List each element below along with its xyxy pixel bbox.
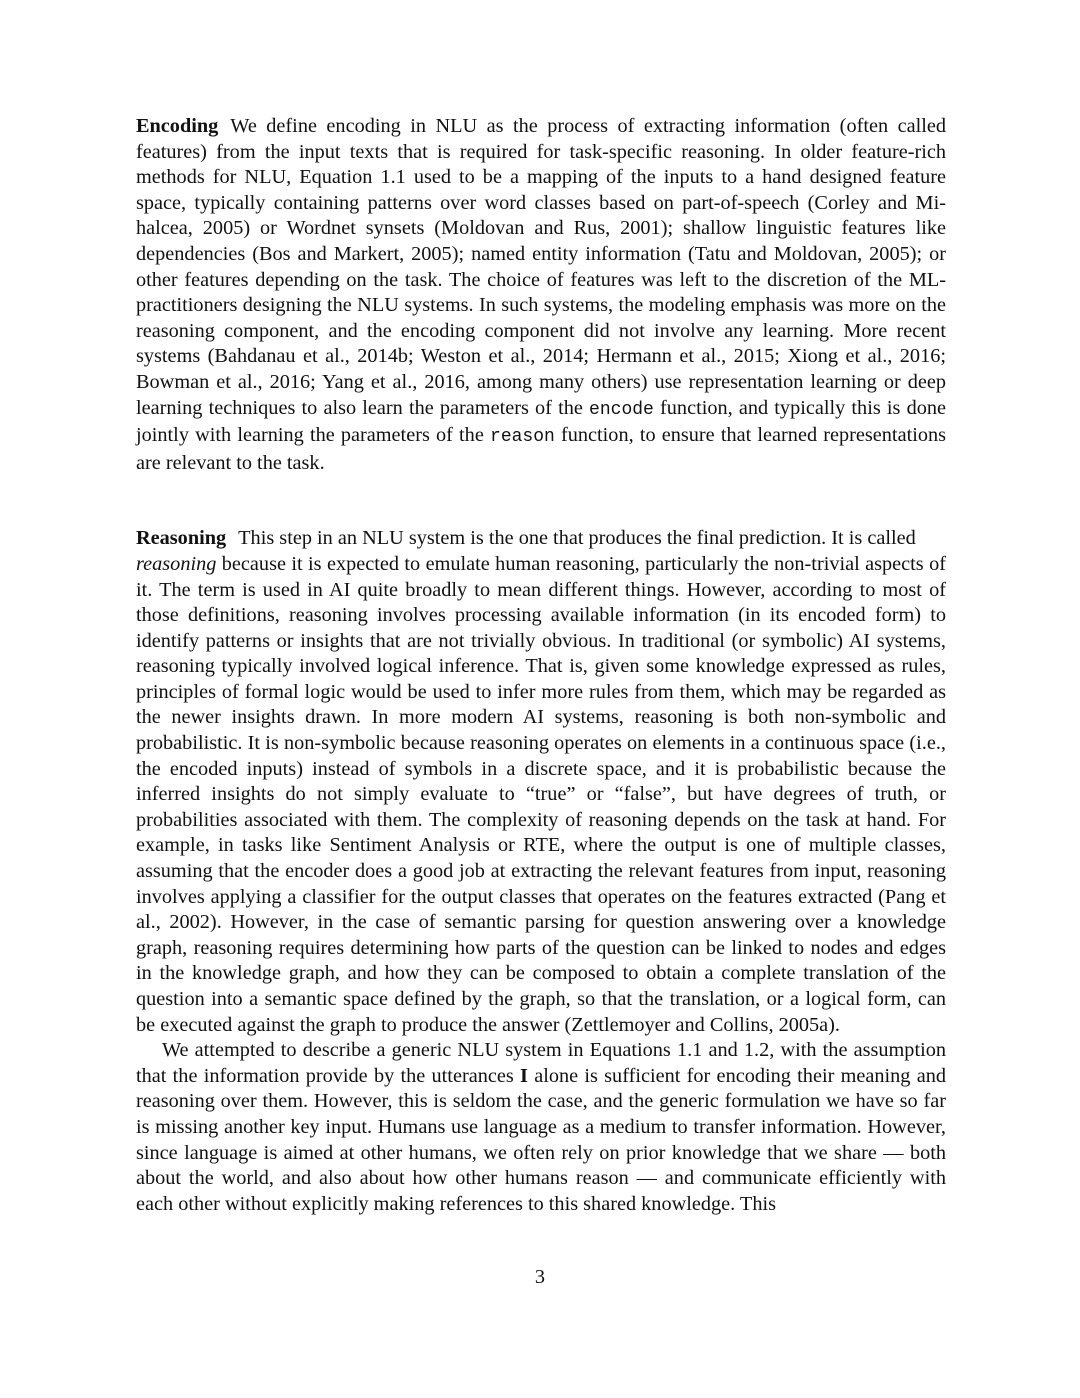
encoding-text-3: function, to ensure that learned representations are relevant to the task. [136,424,947,474]
reasoning-paragraph [136,526,946,1038]
page-body [136,114,946,1217]
page-number: 3 [534,1266,546,1288]
utterances-symbol: I [520,1064,528,1087]
continuation-paragraph [136,1038,946,1217]
reason-code-term: reason [490,427,555,448]
encoding-paragraph [136,114,946,476]
continuation-text-1: We attempted to describe a generic NLU system in Equations 1.1 and 1.2, with the assumption that the information provide by the utterances [136,1039,946,1087]
encoding-heading: Encoding [136,115,219,137]
reasoning-text-1: This step in an NLU system is the one that produces the final prediction. It is called [238,527,916,550]
encoding-text-2: function, and typically this is done jointly with learning the parameters of the [136,396,947,447]
reasoning-italic-term: reasoning [136,552,217,575]
reasoning-heading: Reasoning [136,527,227,550]
encode-code-term: encode [589,399,654,420]
encoding-text-1: We define encoding in NLU as the process of extracting information (often called features) from the input texts that is required for task-specific reasoning. In older feature-rich methods for NLU, Equation 1.1 used to be a mapping of the inputs to a hand designed feature space, typically containing patterns over word classes based on part-of-speech (Corley and Mihalcea, 2005) or Wordnet synsets (Moldovan and Rus, 2001); shallow linguistic features like dependencies (Bos and Markert, 2005); named entity information (Tatu and Moldovan, 2005); or other features depending on the task. The choice of features was left to the discretion of the ML-practitioners designing the NLU systems. In such systems, the modeling emphasis was more on the reasoning component, and the encoding component did not involve any learning. More recent systems (Bahdanau et al., 2014b; Weston et al., 2014; Hermann et al., 2015; Xiong et al., 2016; Bowman et al., 2016; Yang et al., 2016, among many others) use representation learning or deep learning techniques to also learn the parameters of the [136,115,946,419]
continuation-text-2: alone is sufficient for encoding their meaning and reasoning over them. However, this is seldom the case, and the generic formulation we have so far is missing another key input. Humans use language as a medium to transfer information. However, since language is aimed at other humans, we often rely on prior knowledge that we share — both about the world, and also about how other humans reason — and communicate efficiently with each other without explicitly making references to this shared knowledge. This [136,1064,946,1215]
reasoning-text-2: because it is expected to emulate human reasoning, particularly the non-trivial aspects of it. The term is used in AI quite broadly to mean different things. However, according to most of those definitions, reasoning involves processing available information (in its encoded form) to identify patterns or insights that are not trivially obvious. In traditional (or symbolic) AI systems, reasoning typically involved logical inference. That is, given some knowledge expressed as rules, principles of formal logic would be used to infer more rules from them, which may be regarded as the newer insights drawn. In more modern AI systems, reasoning is both non-symbolic and probabilistic. It is non-symbolic because reasoning operates on elements in a continuous space (i.e., the encoded inputs) instead of symbols in a discrete space, and it is probabilistic because the inferred insights do not simply evaluate to “true” or “false”, but have degrees of truth, or probabilities associated with them. The complexity of reasoning depends on the task at hand. For example, in tasks like Sentiment Analysis or RTE, where the output is one of multiple classes, assuming that the encoder does a good job at extracting the relevant features from input, reasoning involves applying a classifier for the output classes that operates on the features extracted (Pang et al., 2002). However, in the case of semantic parsing for question answering over a knowledge graph, reasoning requires determining how parts of the question can be linked to nodes and edges in the knowledge graph, and how they can be composed to obtain a complete translation of the question into a semantic space defined by the graph, so that the translation, or a logical form, can be executed against the graph to produce the answer (Zettlemoyer and Collins, 2005a). [136,552,946,1036]
